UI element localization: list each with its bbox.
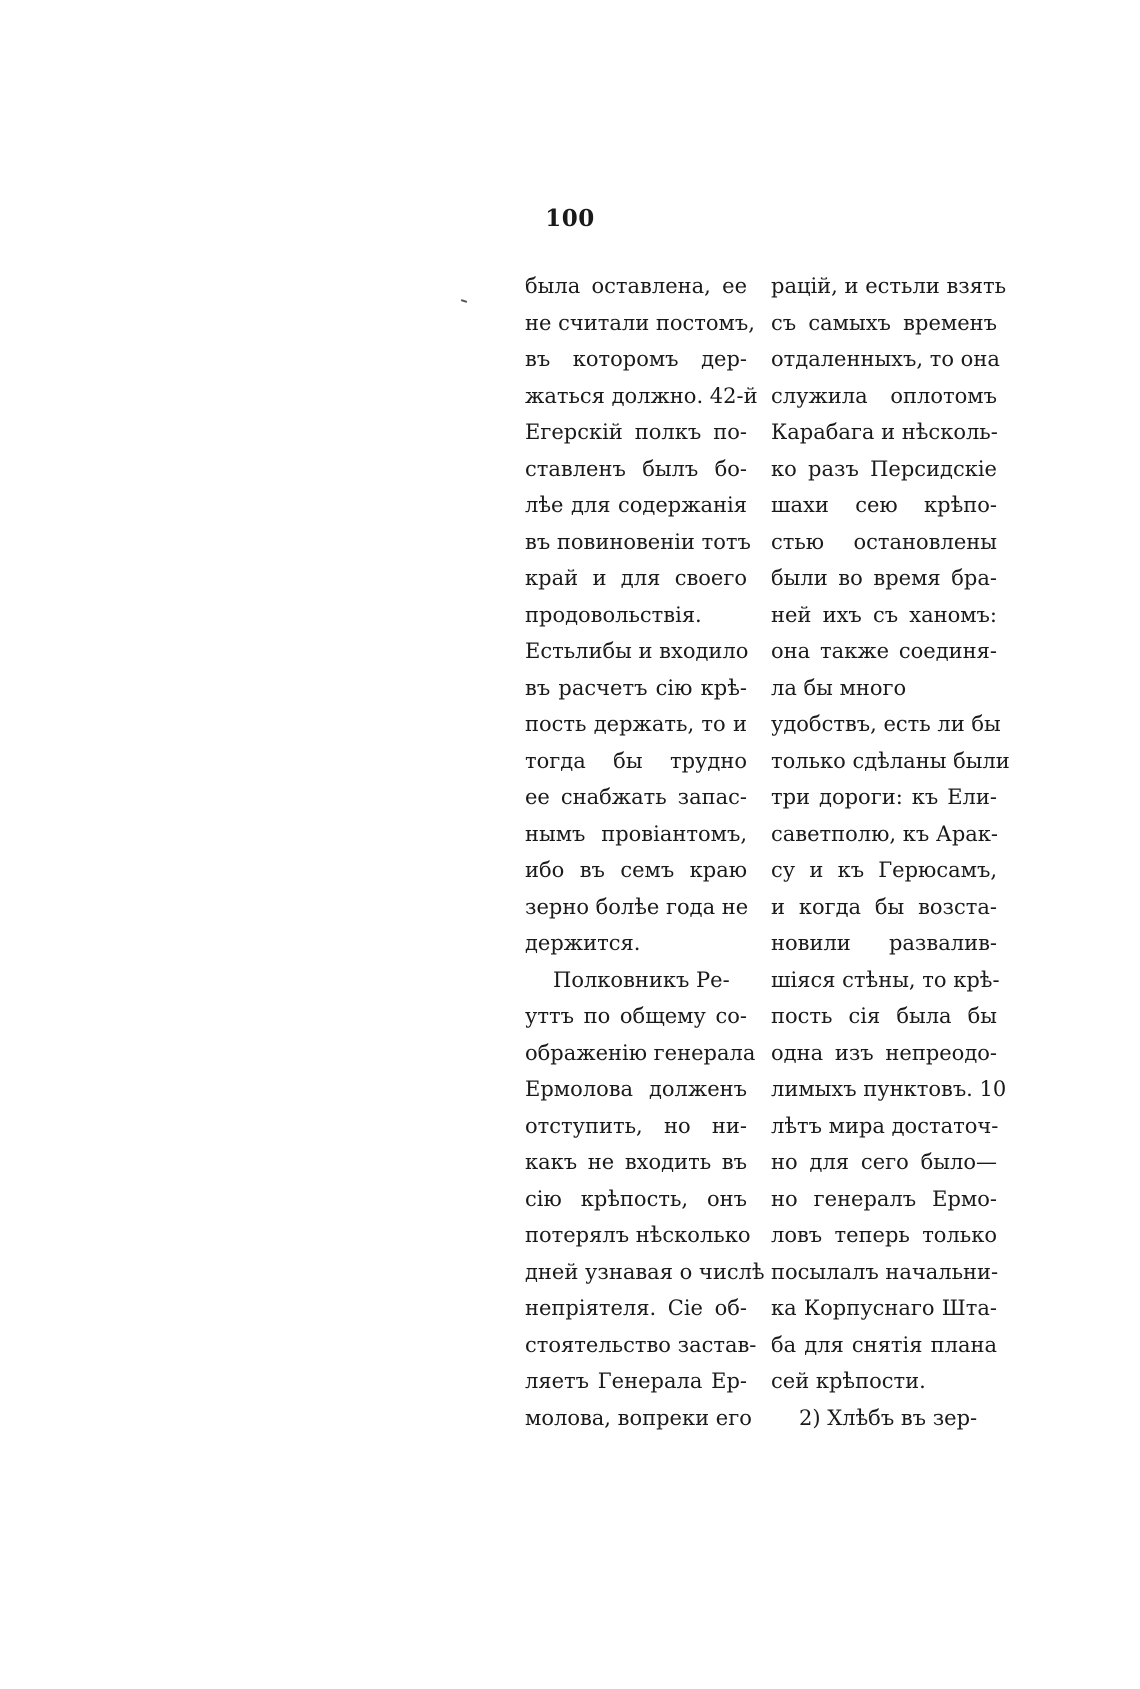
text-line: только сдѣланы были — [771, 748, 1010, 773]
text-line: Полковникъ Ре- — [553, 967, 730, 992]
text-line: край и для своего — [525, 566, 747, 590]
text-line: саветполю, къ Арак- — [771, 821, 999, 846]
text-line: какъ не входить въ — [525, 1150, 747, 1174]
text-line: одна изъ непреодо- — [771, 1040, 997, 1065]
page-number: 100 — [545, 205, 595, 232]
text-line: стью остановлены — [771, 529, 997, 554]
text-line: потерялъ нѣсколько — [525, 1223, 751, 1247]
text-line: Карабага и нѣсколь- — [771, 420, 998, 444]
text-line: въ расчетъ сію крѣ- — [525, 675, 747, 700]
text-line: рацій, и естьли взять — [771, 274, 1007, 298]
text-line: су и къ Герюсамъ, — [771, 858, 997, 882]
text-line: жаться должно. 42-й — [525, 383, 758, 408]
text-line: непріятеля. Сіе об- — [525, 1296, 747, 1320]
text-line: молова, вопреки его — [525, 1405, 752, 1430]
text-line: новили развалив- — [771, 931, 997, 955]
text-line: нымъ провіантомъ, — [525, 821, 747, 846]
text-line: ее снабжать запас- — [525, 785, 747, 809]
text-line: ка Корпуснаго Шта- — [771, 1296, 997, 1320]
text-line: пость держать, то и — [525, 712, 747, 736]
text-line: сей крѣпости. — [771, 1369, 926, 1393]
text-line: ла бы много — [771, 675, 907, 700]
text-line: продовольствія. — [525, 602, 702, 627]
text-line: удобствъ, есть ли бы — [771, 712, 1001, 736]
text-line: шахи сею крѣпо- — [771, 493, 997, 517]
text-line: служила оплотомъ — [771, 383, 997, 408]
text-line: была оставлена, ее — [525, 274, 747, 298]
text-line: ба для снятія плана — [771, 1332, 997, 1357]
right-column — [771, 268, 1010, 1436]
text-line: стоятельство застав- — [525, 1332, 757, 1357]
text-line: въ повиновеніи тотъ — [525, 529, 751, 554]
text-line: лѣе для содержанія — [525, 493, 747, 517]
text-line: ловъ теперь только — [771, 1223, 997, 1247]
text-line: уттъ по общему со- — [525, 1004, 747, 1028]
text-line: не считали постомъ, — [525, 310, 755, 335]
text-line: дней узнавая о числѣ — [525, 1259, 765, 1284]
text-line: держится. — [525, 931, 641, 955]
ink-speck — [461, 299, 467, 303]
text-line: Ермолова долженъ — [525, 1077, 747, 1101]
text-line: ставленъ былъ бо- — [525, 456, 747, 481]
text-line: Естьлибы и входило — [525, 639, 749, 663]
text-line: съ самыхъ временъ — [771, 310, 997, 335]
text-line: сію крѣпость, онъ — [525, 1186, 747, 1211]
text-line: но генералъ Ермо- — [771, 1186, 997, 1211]
text-line: отдаленныхъ, то она — [771, 347, 1000, 371]
text-line: отступить, но ни- — [525, 1113, 747, 1138]
text-line: ибо въ семъ краю — [525, 858, 747, 882]
text-line: шіяся стѣны, то крѣ- — [771, 967, 1000, 992]
text-line: въ которомъ дер- — [525, 347, 747, 371]
text-line: ляетъ Генерала Ер- — [525, 1369, 747, 1393]
left-column — [525, 268, 765, 1436]
text-line: зерно болѣе года не — [525, 894, 749, 919]
text-line: посылалъ начальни- — [771, 1259, 999, 1284]
text-line: и когда бы возста- — [771, 894, 997, 919]
text-line: но для сего было— — [771, 1150, 997, 1174]
text-line: лѣтъ мира достаточ- — [771, 1113, 999, 1138]
text-line: Егерскій полкъ по- — [525, 420, 747, 444]
text-line: три дороги: къ Ели- — [771, 785, 997, 809]
text-line: ней ихъ съ ханомъ: — [771, 602, 997, 627]
text-line: пость сія была бы — [771, 1004, 997, 1028]
text-line: 2) Хлѣбъ въ зер- — [799, 1405, 978, 1430]
text-line: ко разъ Персидскіе — [771, 456, 997, 481]
text-line: она также соединя- — [771, 639, 997, 663]
text-line: ображенію генерала — [525, 1040, 756, 1065]
text-line: лимыхъ пунктовъ. 10 — [771, 1077, 1007, 1101]
text-line: были во время бра- — [771, 566, 997, 590]
text-line: тогда бы трудно — [525, 748, 747, 773]
